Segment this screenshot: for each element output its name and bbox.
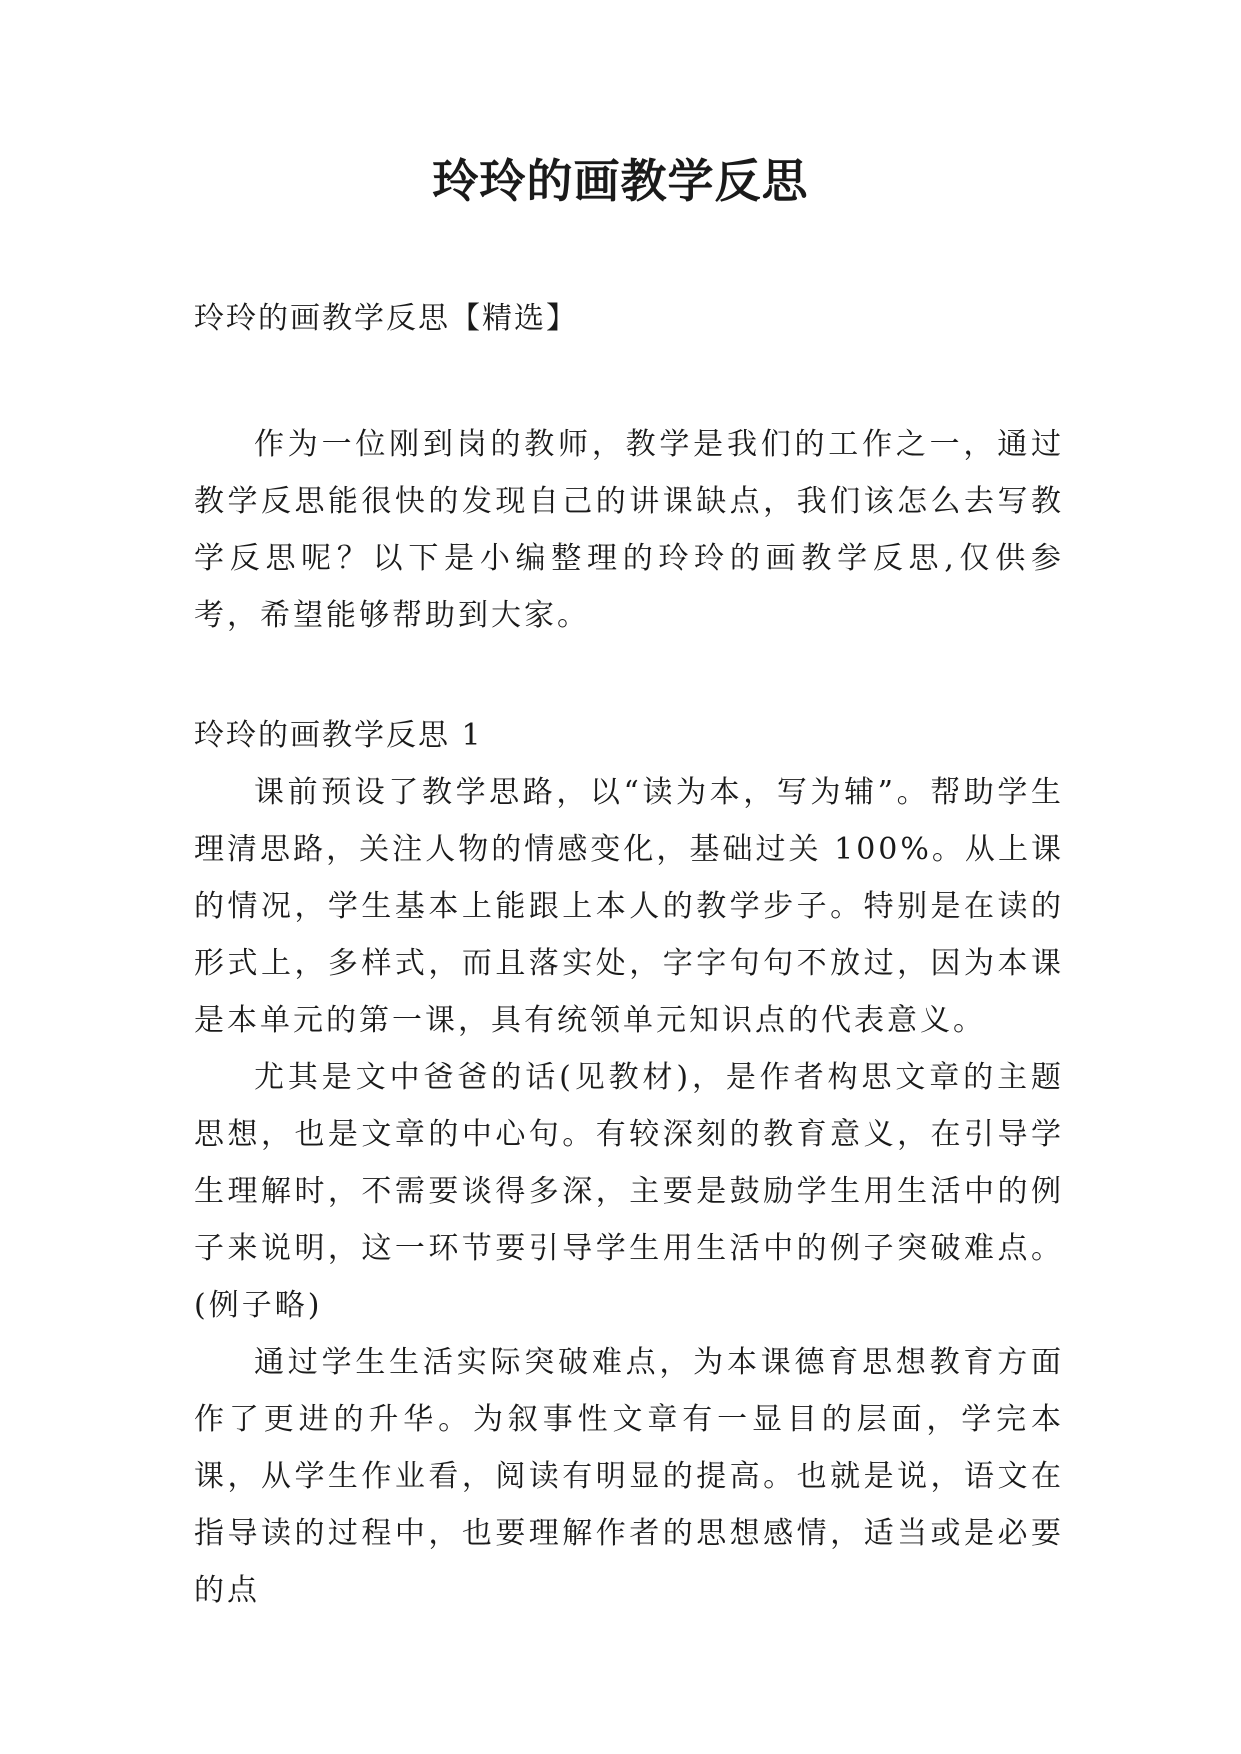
spacer xyxy=(194,347,1064,416)
body-paragraph: 通过学生生活实际突破难点，为本课德育思想教育方面作了更进的升华。为叙事性文章有一显目的层面，学完本课，从学生作业看，阅读有明显的提高。也就是说，语文在指导读的过程中，也要理解作者的思想感情，适当或是必要的点 xyxy=(194,1345,1064,1608)
body-paragraph: 课前预设了教学思路，以“读为本，写为辅”。帮助学生理清思路，关注人物的情感变化，基础过关 100%。从上课的情况，学生基本上能跟上本人的教学步子。特别是在读的形式上，多样式，而且落实处，字字句句不放过，因为本课是本单元的第一课，具有统领单元知识点的代表意义。 xyxy=(194,775,1064,1038)
document-subtitle: 玲玲的画教学反思【精选】 xyxy=(194,301,578,336)
intro-paragraph: 作为一位刚到岗的教师，教学是我们的工作之一，通过教学反思能很快的发现自己的讲课缺点，我们该怎么去写教学反思呢？以下是小编整理的玲玲的画教学反思,仅供参考，希望能够帮助到大家。 xyxy=(194,427,1064,633)
spacer xyxy=(194,644,1064,707)
document-title: 玲玲的画教学反思 xyxy=(432,154,809,208)
body-paragraph: 尤其是文中爸爸的话(见教材)，是作者构思文章的主题思想，也是文章的中心句。有较深刻的教育意义，在引导学生理解时，不需要谈得多深，主要是鼓励学生用生活中的例子来说明，这一环节要引导学生用生活中的例子突破难点。(例子略) xyxy=(194,1060,1064,1323)
document-body xyxy=(194,290,1064,1619)
section-heading: 玲玲的画教学反思 1 xyxy=(194,718,483,753)
